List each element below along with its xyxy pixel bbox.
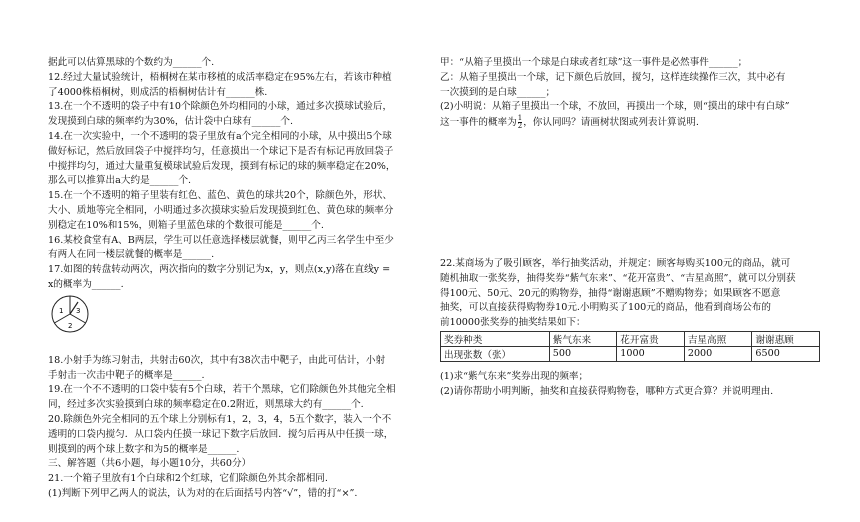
q15-line2: 大小、质地等完全相同，小明通过多次摸球实验后发现摸到红色、黄色球的频率分	[48, 204, 394, 216]
fraction-one-half	[518, 115, 522, 130]
fraction-numerator: 1	[517, 114, 523, 123]
fraction-denominator: 2	[517, 122, 523, 131]
left-column	[48, 56, 426, 502]
section-heading: 三、解答题（共6小题，每小题10分，共60分）	[48, 458, 252, 470]
table-row	[441, 346, 820, 361]
table-cell: 500	[549, 346, 617, 361]
q22-line5: 前10000张奖券的抽奖结果如下：	[440, 317, 586, 329]
q21-part2-suffix: ，你认同吗？请画树状图或列表计算说明.	[523, 117, 699, 129]
q22-part2: (2)请你帮助小明判断，抽奖和直接获得购物卷，哪种方式更合算？并说明理由.	[440, 385, 774, 397]
q18-line1: 18.小射手为练习射击，共射击60次，其中有38次击中靶子，由此可估计，小射	[48, 354, 386, 366]
q21-yi-line2: 一次摸到的是白球______；	[440, 86, 556, 98]
q22-part1: (1)求“紫气东来”奖券出现的频率；	[440, 370, 589, 382]
table-cell: 2000	[684, 346, 752, 361]
q22-line1: 22.某商场为了吸引顾客，举行抽奖活动，并规定：顾客每购买100元的商品，就可	[440, 257, 791, 269]
q20-line3: 则摸到的两个球上数字和为5的概率是______.	[48, 443, 240, 455]
q11-continuation: 据此可以估算黑球的个数约为______个.	[48, 57, 215, 68]
table-cell: 出现张数（张）	[441, 346, 550, 361]
q21-part2-prefix: 这一事件的概率为	[440, 117, 517, 129]
q12-line2: 了4000株梧桐树，则成活的梧桐树估计有______株.	[48, 86, 268, 98]
q21-line2: (1)判断下列甲乙两人的说法，认为对的在后面括号内答“√”，错的打“×”.	[48, 487, 358, 499]
q22-line3: 得100元、50元、20元的购物券，抽得“谢谢惠顾”不赠购物券；如果顾客不愿意	[440, 287, 781, 299]
q22-line4: 抽奖，可以直接获得购物券10元.小明购买了100元的商品，他看到商场公布的	[440, 302, 771, 314]
spinner-figure	[48, 294, 426, 354]
q17-line1: 17.如图的转盘转动两次，两次指向的数字分别记为x，y，则点(x,y)落在直线y =	[48, 264, 391, 276]
q16-line1: 16.某校食堂有A、B两层，学生可以任意选择楼层就餐，则甲乙丙三名学生中至少	[48, 234, 394, 246]
q20-line2: 透明的口袋内搅匀．从口袋内任摸一球记下数字后放回．搅匀后再从中任摸一球，	[48, 428, 394, 440]
table-cell: 吉星高照	[684, 331, 752, 346]
prize-results-table	[440, 331, 820, 362]
q19-line1: 19.在一个不不透明的口袋中装有5个白球，若干个黑球，它们除颜色外其他完全相	[48, 384, 396, 396]
answer-space	[440, 131, 820, 257]
table-header-row	[441, 331, 820, 346]
wheel-number: 3	[76, 306, 81, 315]
q19-line2: 同，经过多次实验摸到白球的频率稳定在0.2附近，则黑球大约有______个.	[48, 399, 364, 411]
q17-line2: x的概率为______.	[48, 278, 124, 290]
q22-line2: 随机抽取一张奖券，抽得奖券“紫气东来”、“花开富贵”、“吉星高照”，就可以分别获	[440, 272, 796, 284]
q20-line1: 20.除颜色外完全相同的五个球上分别标有1，2，3，4，5五个数字，装入一个不	[48, 413, 392, 425]
q21-yi-line1: 乙：从箱子里摸出一个球，记下颜色后放回，搅匀，这样连续操作三次，其中必有	[440, 71, 786, 83]
q12-line1: 12.经过大量试验统计，梧桐树在某市移植的成活率稳定在95%左右，若该市种植	[48, 71, 392, 83]
q21-jia-statement: 甲：“从箱子里摸出一个球是白球或者红球”这一事件是必然事件______；	[440, 57, 748, 68]
wheel-number: 2	[68, 321, 73, 330]
q13-line2: 发现摸到白球的频率约为30%，估计袋中白球有______个.	[48, 116, 294, 128]
right-column	[440, 56, 820, 400]
table-cell: 6500	[752, 346, 820, 361]
table-cell: 谢谢惠顾	[752, 331, 820, 346]
wheel-number: 1	[59, 306, 64, 315]
q21-line1: 21.一个箱子里放有1个白球和2个红球，它们除颜色外其余都相同.	[48, 473, 328, 485]
q14-line4: 那么可以推算出a大约是______个.	[48, 175, 192, 187]
q13-line1: 13.在一个不透明的袋子中有10个除颜色外均相同的小球，通过多次摸球试验后，	[48, 101, 393, 113]
q18-line2: 手射击一次击中靶子的概率是______.	[48, 369, 205, 381]
q21-part2-line2	[440, 115, 820, 131]
q14-line2: 做好标记，然后放回袋子中搅拌均匀，任意摸出一个球记下是否有标记再放回袋子	[48, 145, 394, 157]
q14-line1: 14.在一次实验中，一个不透明的袋子里放有a个完全相同的小球，从中摸出5个球	[48, 130, 392, 142]
table-cell: 紫气东来	[549, 331, 617, 346]
q15-line1: 15.在一个不透明的箱子里装有红色、蓝色、黄色的球共20个，除颜色外，形状、	[48, 190, 393, 202]
spinner-wheel	[50, 294, 90, 334]
q15-line3: 别稳定在10%和15%，则箱子里蓝色球的个数很可能是______个.	[48, 219, 324, 231]
q21-part2-line1: (2)小明说：从箱子里摸出一个球，不放回，再摸出一个球，则“摸出的球中有白球”	[440, 101, 790, 113]
table-cell: 花开富贵	[617, 331, 685, 346]
q14-line3: 中搅拌均匀，通过大量重复模球试验后发现，摸到有标记的球的频率稳定在20%，	[48, 160, 396, 172]
q16-line2: 有两人在同一楼层就餐的概率是______.	[48, 249, 215, 261]
table-cell: 1000	[617, 346, 685, 361]
table-cell: 奖券种类	[441, 331, 550, 346]
